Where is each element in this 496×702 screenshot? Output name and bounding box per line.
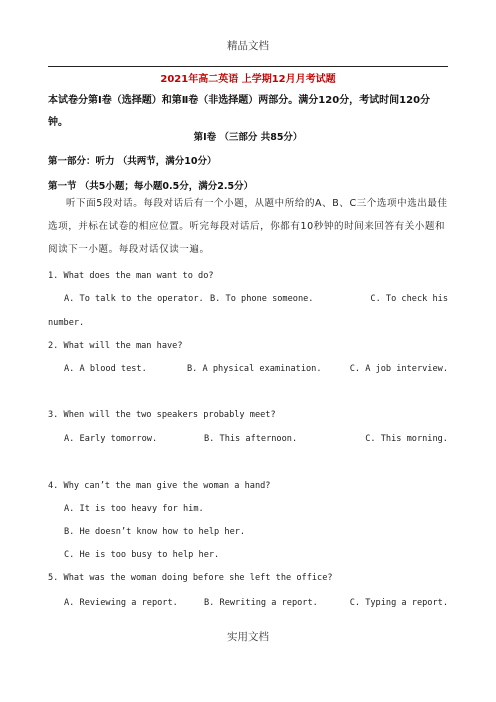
question-5-options <box>64 598 448 610</box>
question-2-option-b[interactable]: B. A physical examination. <box>187 364 322 374</box>
question-2-option-c[interactable]: C. A job interview. <box>349 364 448 374</box>
question-4-stem: 4. Why can’t the man give the woman a hand? <box>48 481 271 491</box>
question-5-stem: 5. What was the woman doing before she left the office? <box>48 573 333 583</box>
listening-instructions: 听下面5段对话。每段对话后有一个小题，从题中所给的A、B、C三个选项中选出最佳选项，并标在试卷的相应位置。听完每段对话后，你都有10秒钟的时间来回答有关小题和阅读下一小题。每段对话仅读一遍。 <box>48 198 448 255</box>
question-3-stem: 3. When will the two speakers probably meet? <box>48 410 276 420</box>
page-header: 精品文档 <box>227 40 269 52</box>
question-4-option-c[interactable]: C. He is too busy to help her. <box>64 550 220 560</box>
question-1-options <box>64 294 448 306</box>
question-5-option-b[interactable]: B. Rewriting a report. <box>204 598 318 608</box>
page-footer: 实用文档 <box>227 631 269 643</box>
question-1-option-b[interactable]: B. To phone someone. <box>210 294 314 304</box>
question-1-option-c-continued: number. <box>48 318 85 328</box>
question-2-option-a[interactable]: A. A blood test. <box>64 364 147 374</box>
subsection-heading: 第一节 （共5小题；每小题0.5分，满分2.5分） <box>48 181 254 192</box>
question-1-option-c[interactable]: C. To check his <box>370 294 448 304</box>
question-5-option-c[interactable]: C. Typing a report. <box>349 598 448 608</box>
question-3-option-a[interactable]: A. Early tomorrow. <box>64 434 158 444</box>
question-4-option-a[interactable]: A. It is too heavy for him. <box>64 504 204 514</box>
header-divider <box>48 66 448 67</box>
listening-section-heading: 第一部分：听力 （共两节，满分10分） <box>48 156 217 167</box>
question-2-stem: 2. What will the man have? <box>48 341 183 351</box>
question-3-options <box>64 434 448 446</box>
question-2-options <box>64 364 448 376</box>
part-one-heading: 第Ⅰ卷 （三部分 共85分） <box>193 132 303 143</box>
question-1-stem: 1. What does the man want to do? <box>48 271 214 281</box>
exam-intro: 本试卷分第Ⅰ卷（选择题）和第Ⅱ卷（非选择题）两部分。满分120分，考试时间120分钟。 <box>48 95 431 128</box>
question-1-option-a[interactable]: A. To talk to the operator. <box>64 294 204 304</box>
question-4-option-b[interactable]: B. He doesn’t know how to help her. <box>64 527 246 537</box>
question-3-option-b[interactable]: B. This afternoon. <box>204 434 298 444</box>
question-3-option-c[interactable]: C. This morning. <box>365 434 448 444</box>
question-5-option-a[interactable]: A. Reviewing a report. <box>64 598 178 608</box>
exam-title: 2021年高二英语 上学期12月月考试题 <box>160 74 336 85</box>
